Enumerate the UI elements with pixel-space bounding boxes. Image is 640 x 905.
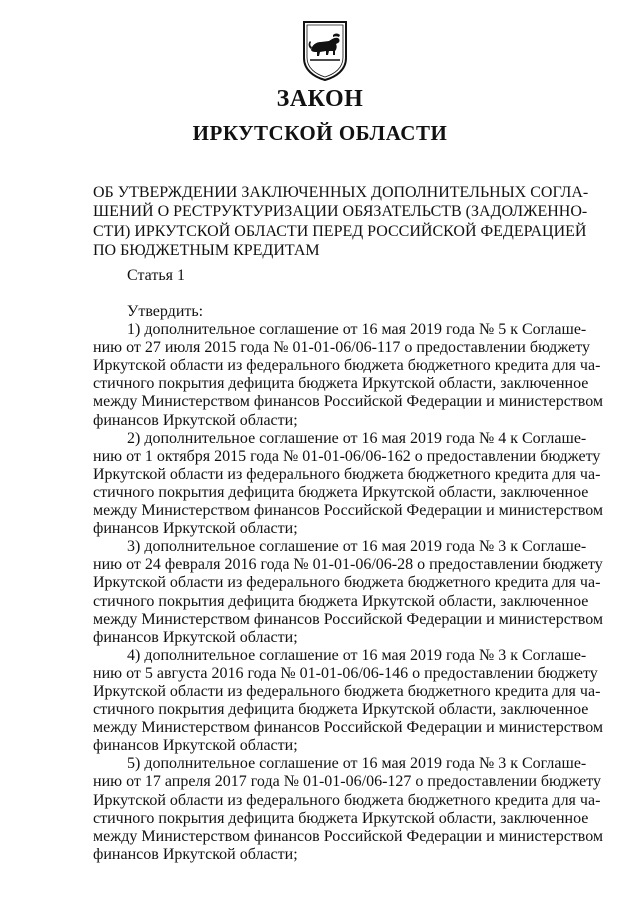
body-line: 2) дополнительное соглашение от 16 мая 2019 года № 4 к Соглаше- xyxy=(127,429,587,447)
body-line: финансов Иркутской области; xyxy=(93,628,298,646)
body-line: Иркутской области из федерального бюджета бюджетного кредита для ча- xyxy=(93,682,601,700)
article-heading: Статья 1 xyxy=(127,267,185,284)
body-line: 5) дополнительное соглашение от 16 мая 2019 года № 3 к Соглаше- xyxy=(127,755,587,773)
body-line: 4) дополнительное соглашение от 16 мая 2019 года № 3 к Соглаше- xyxy=(127,646,587,664)
body-line: финансов Иркутской области; xyxy=(93,411,298,429)
body-line: Иркутской области из федерального бюджета бюджетного кредита для ча- xyxy=(93,574,601,592)
article-body xyxy=(93,303,604,864)
body-line: стичного покрытия дефицита бюджета Иркутской области, заключенное xyxy=(93,483,589,501)
body-line: между Министерством финансов Российской Федерации и министерством xyxy=(93,719,604,737)
body-line: между Министерством финансов Российской Федерации и министерством xyxy=(93,393,604,411)
document-region: ИРКУТСКОЙ ОБЛАСТИ xyxy=(192,121,448,145)
body-line: Утвердить: xyxy=(127,303,204,320)
document-title: ЗАКОН xyxy=(276,86,364,112)
body-line: 3) дополнительное соглашение от 16 мая 2019 года № 3 к Соглаше- xyxy=(127,538,587,556)
body-line: финансов Иркутской области; xyxy=(93,520,298,538)
law-subject xyxy=(93,183,589,260)
body-line: нию от 5 августа 2016 года № 01-01-06/06-146 о предоставлении бюджету xyxy=(93,664,598,682)
subject-line: СТИ) ИРКУТСКОЙ ОБЛАСТИ ПЕРЕД РОССИЙСКОЙ ФЕДЕРАЦИЕЙ xyxy=(93,222,587,240)
body-line: Иркутской области из федерального бюджета бюджетного кредита для ча- xyxy=(93,357,601,375)
body-line: стичного покрытия дефицита бюджета Иркутской области, заключенное xyxy=(93,809,589,827)
body-line: Иркутской области из федерального бюджета бюджетного кредита для ча- xyxy=(93,465,601,483)
body-line: между Министерством финансов Российской Федерации и министерством xyxy=(93,827,604,845)
body-line: стичного покрытия дефицита бюджета Иркутской области, заключенное xyxy=(93,701,589,719)
subject-line: ОБ УТВЕРЖДЕНИИ ЗАКЛЮЧЕННЫХ ДОПОЛНИТЕЛЬНЫХ СОГЛА- xyxy=(93,184,589,201)
body-line: между Министерством финансов Российской Федерации и министерством xyxy=(93,610,604,628)
body-line: стичного покрытия дефицита бюджета Иркутской области, заключенное xyxy=(93,592,589,610)
body-line: нию от 17 апреля 2017 года № 01-01-06/06-127 о предоставлении бюджету xyxy=(93,773,602,791)
body-line: между Министерством финансов Российской Федерации и министерством xyxy=(93,502,604,520)
body-line: нию от 24 февраля 2016 года № 01-01-06/06-28 о предоставлении бюджету xyxy=(93,556,603,574)
subject-line: ПО БЮДЖЕТНЫМ КРЕДИТАМ xyxy=(93,241,320,259)
body-line: Иркутской области из федерального бюджета бюджетного кредита для ча- xyxy=(93,791,601,809)
body-line: стичного покрытия дефицита бюджета Иркутской области, заключенное xyxy=(93,375,589,393)
body-line: финансов Иркутской области; xyxy=(93,737,298,755)
body-line: финансов Иркутской области; xyxy=(93,845,298,863)
body-line: нию от 27 июля 2015 года № 01-01-06/06-117 о предоставлении бюджету xyxy=(93,339,591,357)
body-line: нию от 1 октября 2015 года № 01-01-06/06-162 о предоставлении бюджету xyxy=(93,447,601,465)
irkutsk-coat-of-arms-icon xyxy=(302,20,348,82)
subject-line: ШЕНИЙ О РЕСТРУКТУРИЗАЦИИ ОБЯЗАТЕЛЬСТВ (ЗАДОЛЖЕННО- xyxy=(93,203,588,221)
body-line: 1) дополнительное соглашение от 16 мая 2019 года № 5 к Соглаше- xyxy=(127,321,587,339)
